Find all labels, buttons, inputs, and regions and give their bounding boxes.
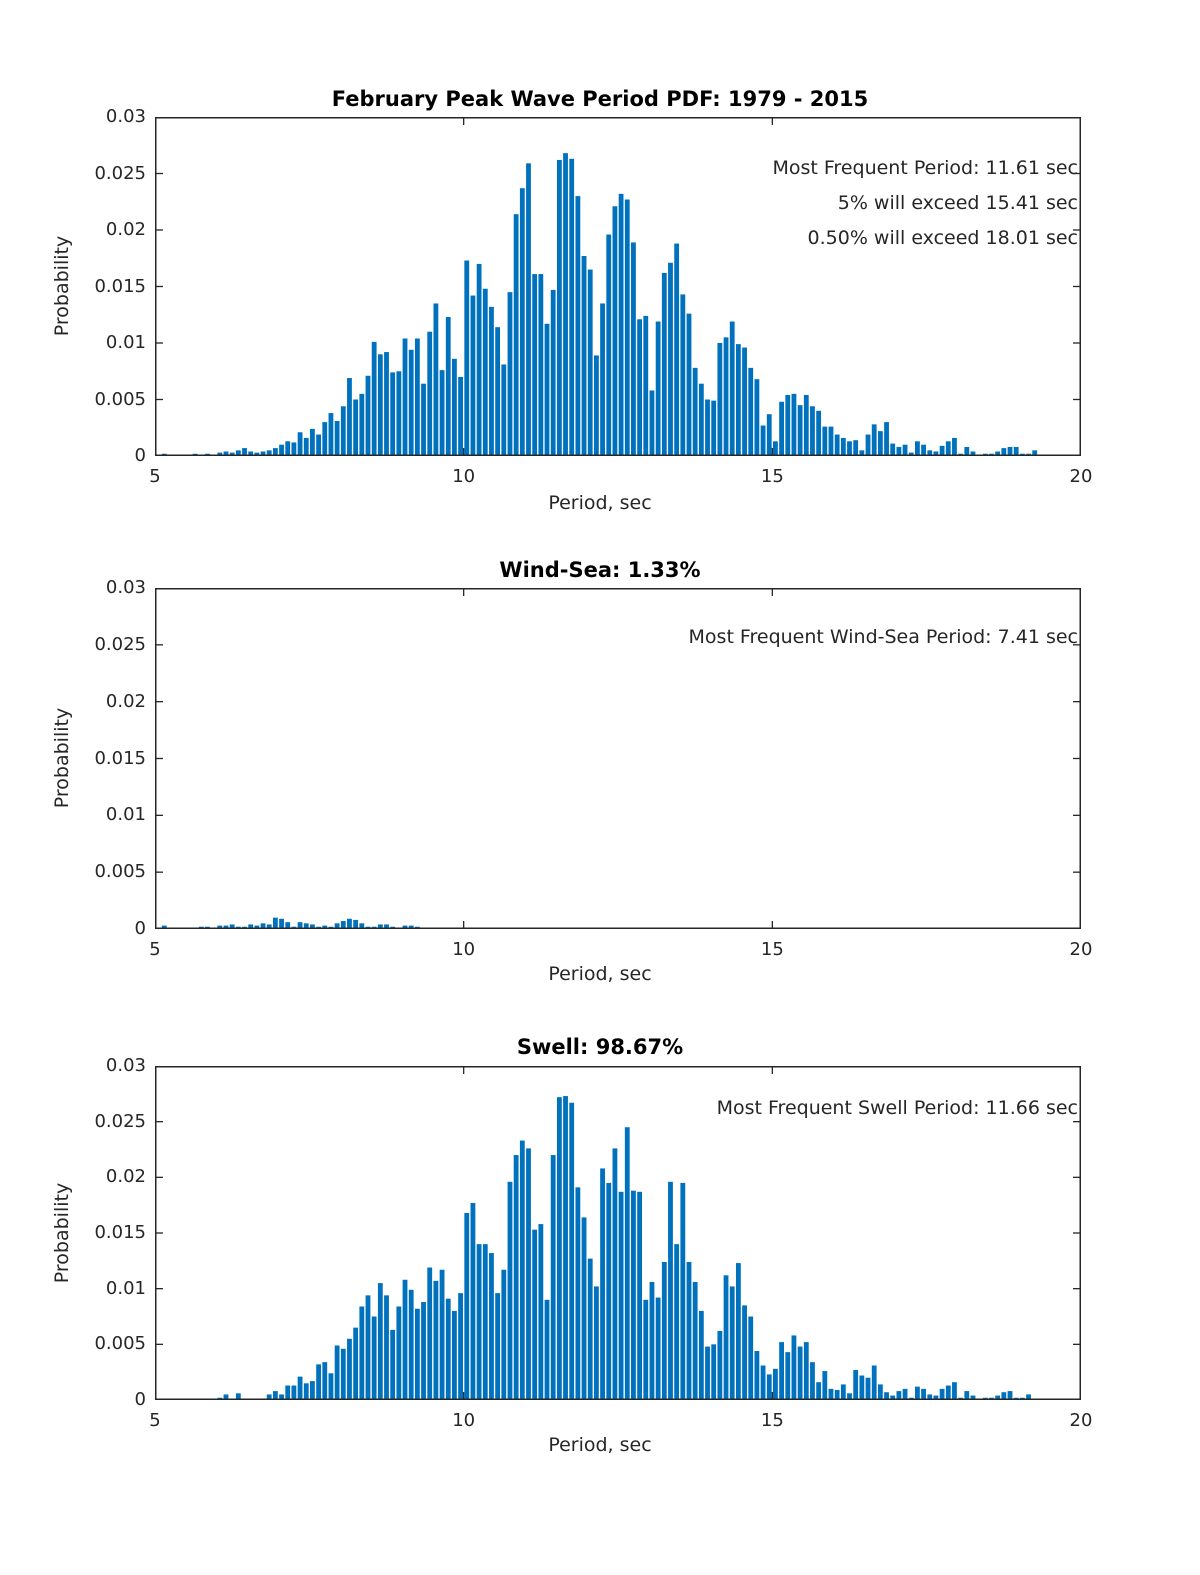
chart-title: Swell: 98.67%	[516, 1035, 684, 1059]
y-tick-label: 0	[134, 1389, 146, 1410]
y-tick-label: 0.015	[94, 275, 146, 297]
y-tick-label: 0.025	[94, 633, 146, 655]
bar	[415, 1309, 420, 1400]
x-tick-label: 5	[149, 1410, 161, 1431]
bar	[711, 401, 716, 456]
peak-wave-period-plot	[155, 117, 1081, 456]
bar	[674, 244, 679, 456]
bar	[329, 413, 334, 456]
y-tick-label: 0	[134, 918, 146, 939]
bar	[847, 441, 852, 456]
bar	[785, 1352, 790, 1400]
bar	[742, 348, 747, 456]
bar	[637, 1192, 642, 1400]
bar	[538, 274, 543, 456]
bar	[440, 370, 445, 456]
bar	[588, 270, 593, 456]
bar	[952, 1382, 957, 1400]
x-tick-label: 5	[149, 939, 161, 960]
bar	[711, 1344, 716, 1400]
bar	[279, 445, 284, 456]
bar	[767, 1374, 772, 1400]
bar	[940, 1389, 945, 1400]
bar	[613, 1148, 618, 1400]
bar	[372, 342, 377, 456]
bar	[421, 384, 426, 456]
bar	[390, 372, 395, 456]
y-tick-label: 0.01	[105, 332, 146, 353]
bar	[520, 1141, 525, 1400]
bar	[779, 1342, 784, 1400]
bar	[903, 1389, 908, 1400]
bar	[853, 1370, 858, 1400]
annotation-5pct-exceed: 5% will exceed 15.41 sec	[837, 192, 1078, 214]
y-axis-label: Probability	[51, 707, 73, 809]
y-axis-label: Probability	[51, 235, 73, 337]
bar	[464, 1213, 469, 1400]
bar	[359, 1306, 364, 1400]
bar	[730, 1286, 735, 1400]
bar	[619, 194, 624, 456]
bar	[748, 1317, 753, 1401]
bar	[557, 1097, 562, 1400]
bar	[643, 316, 648, 456]
axes-box	[156, 118, 1081, 456]
bar	[687, 314, 692, 456]
bar	[551, 290, 556, 456]
axes-box	[156, 1067, 1081, 1400]
bar	[829, 1389, 834, 1400]
bar	[804, 1342, 809, 1400]
bar	[650, 390, 655, 456]
bar	[285, 1386, 290, 1400]
annotation-most-frequent-swell-period: Most Frequent Swell Period: 11.66 sec	[716, 1097, 1078, 1119]
bar	[903, 445, 908, 456]
bar	[421, 1302, 426, 1400]
x-tick-label: 15	[760, 939, 784, 960]
bar	[736, 344, 741, 456]
bar	[816, 1382, 821, 1400]
bar	[841, 1384, 846, 1400]
wind-sea-plot	[155, 588, 1081, 929]
bar	[748, 368, 753, 456]
bar	[538, 1224, 543, 1400]
y-tick-label: 0.005	[94, 1333, 146, 1355]
bar	[477, 264, 482, 456]
bar	[829, 427, 834, 456]
bar	[656, 1298, 661, 1400]
x-axis-label: Period, sec	[548, 1434, 652, 1456]
bar	[582, 1217, 587, 1400]
y-tick-label: 0.02	[105, 690, 146, 712]
y-tick-label: 0	[134, 445, 146, 466]
bar	[384, 1295, 389, 1400]
chart-title: February Peak Wave Period PDF: 1979 - 2015	[331, 87, 869, 111]
bar	[471, 296, 476, 456]
y-tick-label: 0.02	[105, 1166, 146, 1188]
x-axis-label: Period, sec	[548, 963, 652, 985]
bar	[390, 1330, 395, 1400]
bar	[674, 1244, 679, 1400]
y-tick-label: 0.03	[105, 106, 146, 127]
bar	[878, 431, 883, 456]
swell-plot	[155, 1066, 1081, 1400]
bar	[396, 1306, 401, 1400]
bar	[304, 438, 309, 456]
bar	[322, 1362, 327, 1400]
x-tick-label: 20	[1069, 466, 1093, 487]
bar	[606, 235, 611, 456]
bar	[508, 292, 513, 456]
x-tick-label: 15	[760, 466, 784, 487]
bar	[396, 371, 401, 456]
bar	[526, 163, 531, 456]
bar	[761, 425, 766, 456]
bar	[378, 354, 383, 456]
bar	[946, 1386, 951, 1400]
bar	[921, 445, 926, 456]
bar	[335, 1345, 340, 1400]
x-tick-label: 5	[149, 466, 161, 487]
bar	[433, 1281, 438, 1400]
bar	[668, 263, 673, 456]
bar	[643, 1300, 648, 1400]
bar	[310, 1381, 315, 1400]
x-tick-label: 20	[1069, 1410, 1093, 1431]
bar	[625, 1127, 630, 1400]
bar	[872, 1365, 877, 1400]
bar	[347, 378, 352, 456]
bar	[761, 1365, 766, 1400]
bar	[890, 444, 895, 456]
bar	[433, 303, 438, 456]
bar	[822, 427, 827, 456]
bar	[545, 1300, 550, 1400]
bar	[804, 395, 809, 456]
bar	[403, 1280, 408, 1400]
bar	[409, 1290, 414, 1400]
x-tick-label: 10	[452, 466, 476, 487]
bar	[310, 429, 315, 456]
bar	[940, 446, 945, 456]
bar	[489, 1253, 494, 1400]
bar	[366, 376, 371, 456]
bar	[378, 1283, 383, 1400]
bar	[915, 441, 920, 456]
bar	[335, 421, 340, 456]
bar	[606, 1183, 611, 1400]
y-tick-label: 0.005	[94, 388, 146, 410]
bar	[279, 919, 284, 929]
bar	[872, 424, 877, 456]
bar	[631, 242, 636, 456]
bar	[347, 1339, 352, 1400]
bar	[322, 422, 327, 456]
bar	[384, 352, 389, 456]
bar	[816, 411, 821, 456]
y-tick-label: 0.03	[105, 1055, 146, 1076]
bar	[822, 1371, 827, 1400]
bar	[841, 438, 846, 456]
bar	[835, 1390, 840, 1400]
bar	[754, 379, 759, 456]
x-tick-label: 10	[452, 939, 476, 960]
bar	[773, 1369, 778, 1400]
bar	[501, 1270, 506, 1400]
bar	[699, 1311, 704, 1400]
bar	[458, 377, 463, 456]
bar	[446, 317, 451, 456]
bar	[291, 442, 296, 456]
annotation-0p5pct-exceed: 0.50% will exceed 18.01 sec	[807, 227, 1078, 249]
bar	[316, 435, 321, 456]
bar	[452, 1311, 457, 1400]
chart-title: Wind-Sea: 1.33%	[499, 558, 701, 582]
bar	[594, 355, 599, 456]
x-tick-label: 15	[760, 1410, 784, 1431]
bar	[452, 359, 457, 456]
bar	[600, 1168, 605, 1400]
bar	[341, 406, 346, 456]
bar	[495, 1293, 500, 1400]
y-tick-label: 0.03	[105, 577, 146, 598]
bar	[298, 432, 303, 456]
y-tick-label: 0.02	[105, 219, 146, 240]
bar	[754, 1351, 759, 1400]
bar	[952, 438, 957, 456]
bar	[501, 364, 506, 456]
bar	[415, 338, 420, 456]
x-tick-label: 10	[452, 1410, 476, 1431]
bar	[557, 160, 562, 456]
bar	[563, 1096, 568, 1400]
bar	[798, 1347, 803, 1400]
bar	[359, 394, 364, 456]
bar	[866, 1378, 871, 1400]
y-tick-label: 0.01	[105, 1277, 146, 1299]
bar	[810, 1362, 815, 1400]
bar	[662, 273, 667, 456]
bar	[285, 441, 290, 456]
y-axis-label: Probability	[51, 1182, 73, 1284]
y-tick-label: 0.015	[94, 747, 146, 769]
bar	[569, 159, 574, 456]
bar	[946, 441, 951, 456]
bar	[526, 1148, 531, 1400]
bar	[427, 332, 432, 456]
bar	[884, 422, 889, 456]
bar	[792, 1335, 797, 1400]
bar	[588, 1259, 593, 1400]
x-axis-label: Period, sec	[548, 492, 652, 514]
bar	[693, 368, 698, 456]
bar	[717, 343, 722, 456]
bar	[705, 1347, 710, 1400]
bar	[569, 1103, 574, 1400]
bar	[650, 1282, 655, 1400]
bar	[866, 435, 871, 456]
bar	[532, 1230, 537, 1400]
bar	[483, 1244, 488, 1400]
bar	[637, 319, 642, 456]
bar	[427, 1268, 432, 1400]
bar	[440, 1270, 445, 1400]
histogram-bars	[162, 918, 420, 929]
bar	[366, 1295, 371, 1400]
axes-box	[156, 589, 1081, 929]
bar	[594, 1286, 599, 1400]
bar	[304, 1383, 309, 1400]
annotation-most-frequent-period: Most Frequent Period: 11.61 sec	[772, 157, 1078, 179]
bar	[446, 1299, 451, 1400]
bar	[662, 1262, 667, 1400]
bar	[656, 322, 661, 456]
bar	[409, 350, 414, 456]
bar	[767, 414, 772, 456]
annotation-most-frequent-windsea-period: Most Frequent Wind-Sea Period: 7.41 sec	[688, 626, 1078, 648]
bar	[878, 1384, 883, 1400]
bar	[514, 214, 519, 456]
bar	[520, 188, 525, 456]
bar	[687, 1262, 692, 1400]
y-tick-label: 0.015	[94, 1222, 146, 1243]
bar	[853, 440, 858, 456]
bar	[353, 1328, 358, 1400]
bar	[736, 1263, 741, 1400]
bar	[582, 256, 587, 456]
bar	[489, 307, 494, 456]
bar	[921, 1389, 926, 1400]
bar	[798, 405, 803, 456]
bar	[575, 1187, 580, 1400]
bar	[717, 1331, 722, 1400]
bar	[341, 1349, 346, 1400]
bar	[495, 327, 500, 456]
histogram-bars	[162, 153, 1062, 456]
bar	[705, 400, 710, 457]
bar	[464, 261, 469, 456]
bar	[730, 322, 735, 456]
bar	[563, 153, 568, 456]
bar	[680, 1183, 685, 1400]
bar	[699, 384, 704, 456]
bar	[600, 303, 605, 456]
bar	[329, 1373, 334, 1400]
bar	[693, 1282, 698, 1400]
y-tick-label: 0.01	[105, 804, 146, 826]
bar	[680, 294, 685, 456]
bar	[298, 1377, 303, 1400]
bar	[273, 918, 278, 929]
bar	[372, 1317, 377, 1401]
bar	[724, 337, 729, 456]
bar	[835, 435, 840, 456]
bar	[483, 289, 488, 456]
bar	[403, 338, 408, 456]
tick-marks	[155, 117, 1081, 456]
bar	[508, 1182, 513, 1400]
y-tick-label: 0.005	[94, 861, 146, 883]
bar	[915, 1387, 920, 1400]
bar	[792, 394, 797, 456]
bar	[619, 1192, 624, 1400]
bar	[742, 1305, 747, 1400]
bar	[347, 919, 352, 929]
bar	[625, 199, 630, 456]
bar	[316, 1364, 321, 1400]
bar	[477, 1244, 482, 1400]
bar	[631, 1191, 636, 1400]
bar	[668, 1182, 673, 1400]
bar	[859, 1376, 864, 1400]
bar	[471, 1203, 476, 1400]
bar	[514, 1155, 519, 1400]
bar	[810, 406, 815, 456]
bar	[773, 441, 778, 456]
bar	[785, 395, 790, 456]
bar	[458, 1293, 463, 1400]
tick-marks	[155, 588, 1081, 929]
tick-marks	[155, 1066, 1081, 1400]
y-tick-label: 0.025	[94, 1110, 146, 1132]
x-tick-label: 20	[1069, 939, 1093, 960]
bar	[551, 1155, 556, 1400]
bar	[532, 274, 537, 456]
histogram-bars	[217, 1096, 1068, 1400]
y-tick-label: 0.025	[94, 162, 146, 184]
bar	[291, 1386, 296, 1400]
bar	[724, 1275, 729, 1400]
bar	[353, 400, 358, 457]
bar	[613, 206, 618, 456]
bar	[779, 402, 784, 456]
bar	[575, 196, 580, 456]
bar	[545, 324, 550, 456]
